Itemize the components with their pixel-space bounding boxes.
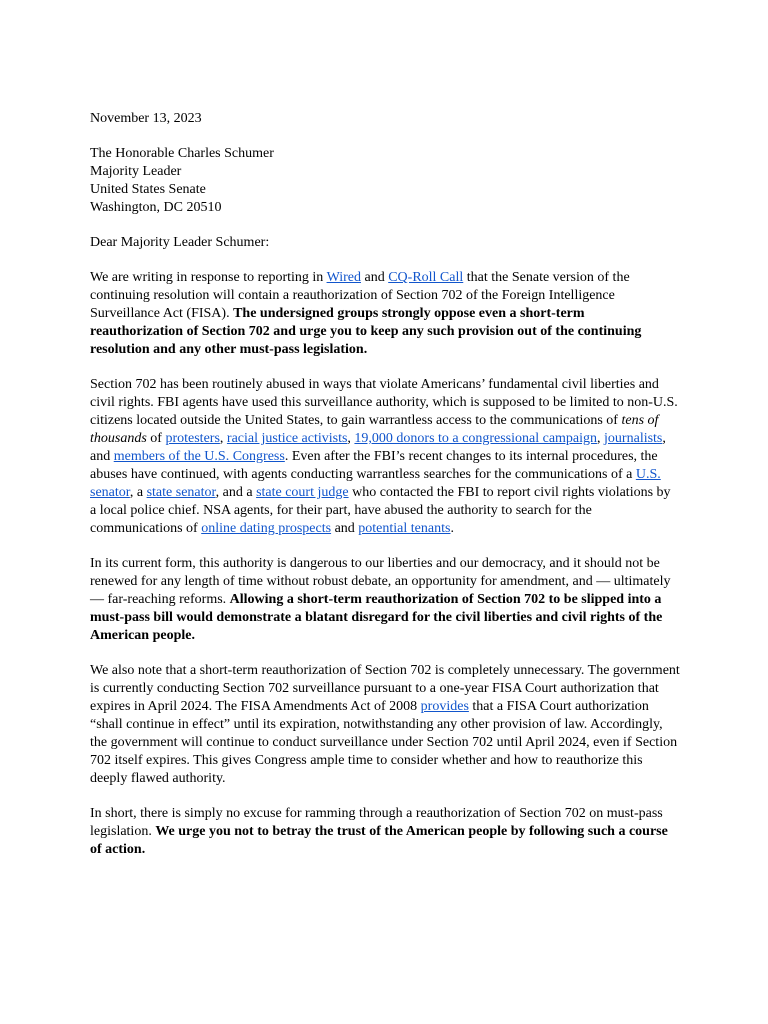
paragraph-2 bbox=[90, 376, 680, 538]
bold-statement: The undersigned groups strongly oppose even a short-term reauthorization of Section 702 and urge you to keep any such provision out of the continuing resolution and any other must-pass legislation. bbox=[90, 306, 642, 357]
link-racial-justice-activists[interactable]: racial justice activists bbox=[226, 431, 348, 446]
link-donors[interactable]: 19,000 donors to a congressional campaign bbox=[354, 431, 598, 446]
paragraph-text: of bbox=[146, 431, 166, 446]
paragraph-text: . bbox=[450, 521, 454, 536]
letter-page bbox=[90, 110, 680, 876]
paragraph-1 bbox=[90, 269, 680, 359]
paragraph-text: , bbox=[219, 431, 227, 446]
salutation: Dear Majority Leader Schumer: bbox=[90, 235, 270, 250]
paragraph-text: that a FISA Court authorization “shall continue in effect” until its expiration, notwithstanding any other provision of law. Accordingly, the government will continue to conduct surveillance under Section 702 until April 2024, even if Section 702 itself expires. This gives Congress ample time to consider whether and how to reauthorize this deeply flawed authority. bbox=[90, 699, 678, 786]
link-state-court-judge[interactable]: state court judge bbox=[256, 485, 349, 500]
paragraph-text: who contacted the FBI to report civil rights violations by a local police chief. NSA agents, for their part, have abused the authority to search for the communications of bbox=[90, 485, 671, 536]
paragraph-text: . Even after the FBI’s recent changes to its internal procedures, the abuses have continued, with agents conducting warrantless searches for the communications of a bbox=[90, 449, 658, 482]
paragraph-text: and bbox=[360, 270, 389, 285]
paragraph-3 bbox=[90, 555, 680, 645]
paragraph-text: , a bbox=[129, 485, 147, 500]
paragraph-text: Section 702 has been routinely abused in ways that violate Americans’ fundamental civil liberties and civil rights. FBI agents have used this surveillance authority, which is supposed to be limited to non-U.S. citizens located outside the United States, to gain warrantless access to the communications of bbox=[90, 377, 678, 428]
paragraph-text: , bbox=[347, 431, 355, 446]
letter-date: November 13, 2023 bbox=[90, 111, 202, 126]
link-wired[interactable]: Wired bbox=[326, 270, 361, 285]
link-protesters[interactable]: protesters bbox=[165, 431, 220, 446]
link-journalists[interactable]: journalists bbox=[604, 431, 663, 446]
link-online-dating-prospects[interactable]: online dating prospects bbox=[201, 521, 332, 536]
recipient-address bbox=[90, 145, 680, 217]
paragraph-4 bbox=[90, 662, 680, 788]
paragraph-text: We also note that a short-term reauthorization of Section 702 is completely unnecessary. The government is currently conducting Section 702 surveillance pursuant to a one-year FISA Court authorization that expires in April 2024. The FISA Amendments Act of 2008 bbox=[90, 663, 680, 714]
recipient-city: Washington, DC 20510 bbox=[90, 200, 222, 215]
link-members-of-congress[interactable]: members of the U.S. Congress bbox=[113, 449, 285, 464]
link-us-senator[interactable]: U.S. senator bbox=[90, 467, 661, 500]
link-state-senator[interactable]: state senator bbox=[146, 485, 216, 500]
paragraph-text: In its current form, this authority is dangerous to our liberties and our democracy, and it should not be renewed for any length of time without robust debate, an opportunity for amendment, and — ultimately — far-reaching reforms. bbox=[90, 556, 671, 607]
paragraph-text: , and bbox=[90, 431, 666, 464]
recipient-organization: United States Senate bbox=[90, 182, 206, 197]
link-potential-tenants[interactable]: potential tenants bbox=[358, 521, 451, 536]
paragraph-5 bbox=[90, 805, 680, 859]
paragraph-text: In short, there is simply no excuse for ramming through a reauthorization of Section 702 on must-pass legislation. bbox=[90, 806, 663, 839]
italic-text: tens of thousands bbox=[90, 413, 659, 446]
bold-statement: We urge you not to betray the trust of the American people by following such a course of action. bbox=[90, 824, 668, 857]
recipient-title: Majority Leader bbox=[90, 164, 182, 179]
paragraph-text: that the Senate version of the continuing resolution will contain a reauthorization of Section 702 of the Foreign Intelligence Surveillance Act (FISA). bbox=[90, 270, 630, 321]
bold-statement: Allowing a short-term reauthorization of Section 702 to be slipped into a must-pass bill would demonstrate a blatant disregard for the civil liberties and civil rights of the American people. bbox=[90, 592, 663, 643]
recipient-name: The Honorable Charles Schumer bbox=[90, 146, 274, 161]
paragraph-text: , and a bbox=[215, 485, 257, 500]
paragraph-text: and bbox=[331, 521, 359, 536]
link-provides[interactable]: provides bbox=[420, 699, 469, 714]
paragraph-text: , bbox=[597, 431, 605, 446]
paragraph-text: We are writing in response to reporting in bbox=[90, 270, 327, 285]
link-cq-roll-call[interactable]: CQ-Roll Call bbox=[388, 270, 464, 285]
